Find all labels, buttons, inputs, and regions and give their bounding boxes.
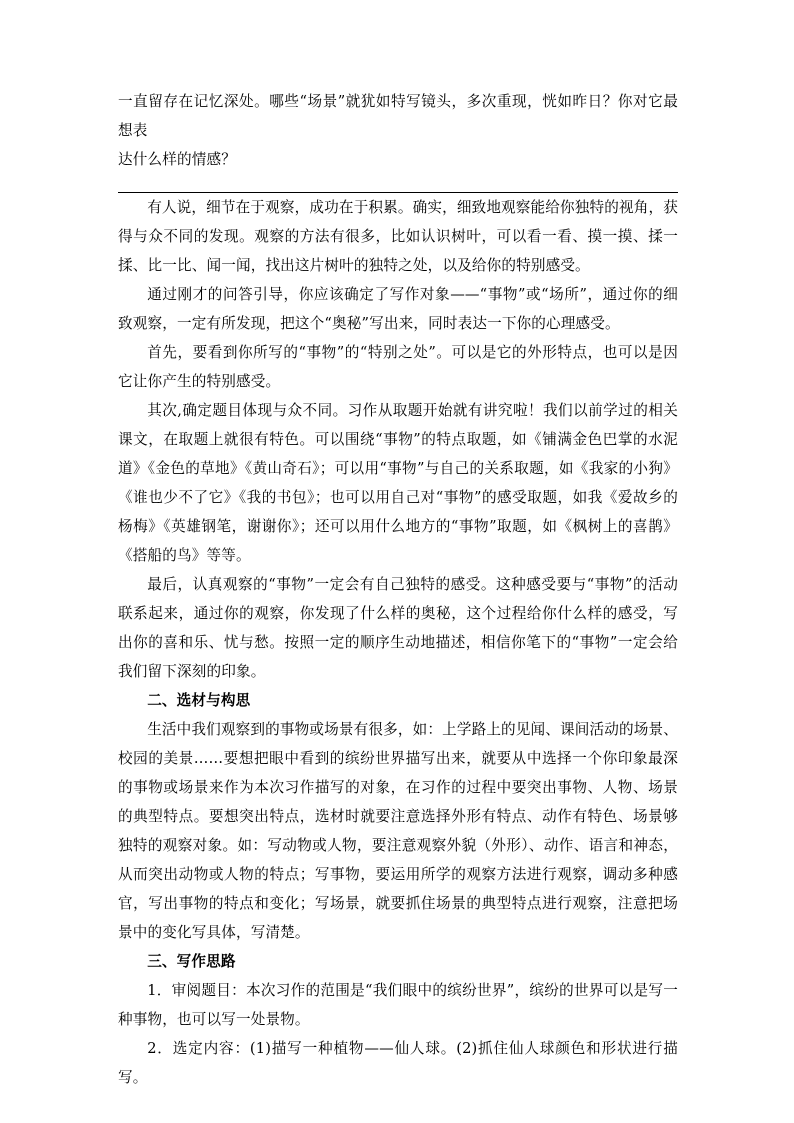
document-page bbox=[118, 87, 678, 1092]
paragraph-first: 首先，要看到你所写的“事物”的“特别之处”。可以是它的外形特点，也可以是因它让你产生的特别感受。 bbox=[118, 344, 678, 390]
intro-line-2: 达什么样的情感？ bbox=[118, 151, 236, 168]
paragraph-second: 其次,确定题目体现与众不同。习作从取题开始就有讲究啦！我们以前学过的相关课文，在取题上就很有特色。可以围绕“事物”的特点取题，如《铺满金色巴掌的水泥道》《金色的草地》《黄山奇石》；可以用“事物”与自己的关系取题，如《我家的小狗》《谁也少不了它》《我的书包》；也可以用自己对“事物”的感受取题，如我《爱故乡的杨梅》《英雄钢笔，谢谢你》；还可以用什么地方的“事物”取题，如《枫树上的喜鹊》《搭船的鸟》等等。 bbox=[118, 402, 678, 564]
paragraph-material: 生活中我们观察到的事物或场景有很多，如：上学路上的见闻、课间活动的场景、校园的美景……要想把眼中看到的缤纷世界描写出来，就要从中选择一个你印象最深的事物或场景来作为本次习作描写的对象，在习作的过程中要突出事物、人物、场景的典型特点。要想突出特点，选材时就要注意选择外形有特点、动作有特色、场景够独特的观察对象。如：写动物或人物，要注意观察外貌（外形）、动作、语言和神态，从而突出动物或人物的特点；写事物，要运用所学的观察方法进行观察，调动多种感官，写出事物的特点和变化；写场景，就要抓住场景的典型特点进行观察，注意把场景中的变化写具体，写清楚。 bbox=[118, 721, 678, 941]
list-item-2: 2．选定内容：(1)描写一种植物——仙人球。(2)抓住仙人球颜色和形状进行描写。 bbox=[118, 1040, 678, 1086]
section-heading-approach: 三、写作思路 bbox=[147, 953, 236, 970]
paragraph-guidance: 通过刚才的问答引导，你应该确定了写作对象——“事物”或“场所”，通过你的细致观察，一定有所发现，把这个“奥秘”写出来，同时表达一下你的心理感受。 bbox=[118, 286, 678, 332]
paragraph-observation: 有人说，细节在于观察，成功在于积累。确实，细致地观察能给你独特的视角，获得与众不同的发现。观察的方法有很多，比如认识树叶，可以看一看、摸一摸、揉一揉、比一比、闻一闻，找出这片树叶的独特之处，以及给你的特别感受。 bbox=[118, 199, 678, 274]
intro-line-1: 一直留存在记忆深处。哪些“场景”就犹如特写镜头，多次重现，恍如昨日？你对它最想表 bbox=[118, 93, 678, 139]
section-heading-material: 二、选材与构思 bbox=[147, 692, 251, 709]
paragraph-last: 最后，认真观察的“事物”一定会有自己独特的感受。这种感受要与“事物”的活动联系起来，通过你的观察，你发现了什么样的奥秘，这个过程给你什么样的感受，写出你的喜和乐、忧与愁。按照一定的顺序生动地描述，相信你笔下的“事物”一定会给我们留下深刻的印象。 bbox=[118, 576, 678, 680]
list-item-1: 1．审阅题目：本次习作的范围是“我们眼中的缤纷世界”，缤纷的世界可以是写一种事物，也可以写一处景物。 bbox=[118, 982, 678, 1028]
